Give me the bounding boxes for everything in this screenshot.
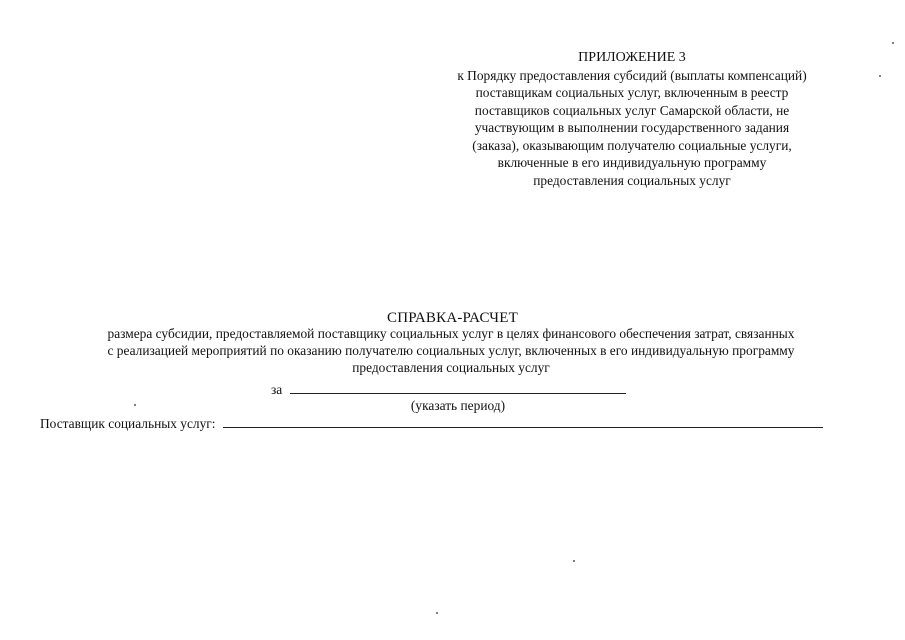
appendix-line: предоставления социальных услуг bbox=[533, 172, 731, 188]
scan-speck bbox=[879, 75, 881, 77]
scan-speck bbox=[573, 560, 575, 562]
appendix-line: включенные в его индивидуальную программу bbox=[497, 155, 767, 170]
appendix-line: к Порядку предоставления субсидий (выплаты компенсаций) bbox=[457, 67, 807, 83]
subtitle-line: размера субсидии, предоставляемой поставщику социальных услуг в целях финансового обеспечения затрат, связанных bbox=[107, 326, 795, 341]
appendix-line: поставщиков социальных услуг Самарской области, не bbox=[474, 102, 790, 118]
subtitle-line: с реализацией мероприятий по оказанию получателю социальных услуг, включенных в его индивидуальную программу bbox=[107, 343, 795, 358]
document-subtitle bbox=[20, 325, 882, 376]
appendix-line: поставщикам социальных услуг, включенным в реестр bbox=[475, 85, 789, 100]
provider-blank-line[interactable] bbox=[223, 414, 823, 428]
scan-speck bbox=[892, 42, 894, 44]
scan-speck bbox=[134, 404, 136, 406]
provider-label: Поставщик социальных услуг: bbox=[40, 416, 216, 431]
provider-row bbox=[40, 414, 823, 433]
appendix-line: участвующим в выполнении государственного задания bbox=[474, 120, 790, 135]
document-title: СПРАВКА-РАСЧЕТ bbox=[387, 310, 518, 326]
scan-speck bbox=[436, 612, 438, 614]
period-blank-line[interactable] bbox=[290, 380, 626, 394]
subtitle-line: предоставления социальных услуг bbox=[352, 360, 550, 375]
period-row bbox=[271, 380, 626, 398]
period-label: за bbox=[271, 382, 283, 397]
appendix-block bbox=[412, 49, 852, 189]
period-hint: (указать период) bbox=[410, 398, 506, 413]
appendix-line: (заказа), оказывающим получателю социальные услуги, bbox=[472, 137, 792, 153]
appendix-title: ПРИЛОЖЕНИЕ 3 bbox=[578, 50, 686, 65]
